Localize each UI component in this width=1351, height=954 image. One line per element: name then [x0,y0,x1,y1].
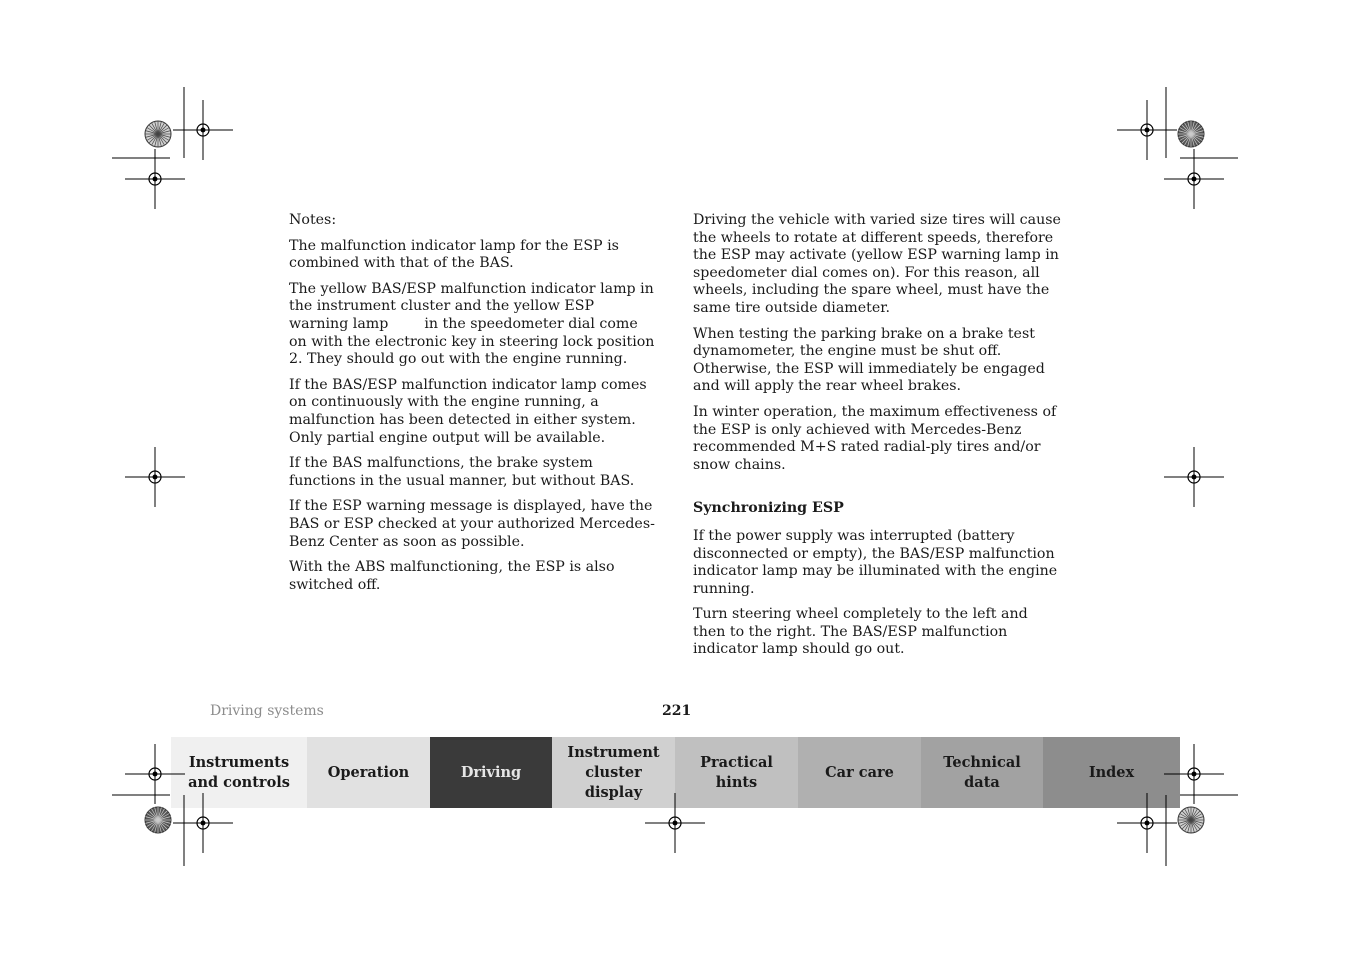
paragraph-text: The yellow BAS/ESP malfunction indicator lamp in the instrument cluster and the yellow ESP warning lamp [289,280,654,332]
page-number: 221 [662,703,692,719]
tab-label: Car care [825,763,894,781]
notes-label: Notes: [289,212,337,228]
tab-label: Index [1088,763,1135,781]
paragraph: With the ABS malfunctioning, the ESP is also switched off. [289,559,615,593]
color-wheel-icon [145,807,171,833]
paragraph: When testing the parking brake on a brake test dynamometer, the engine must be shut off. Otherwise, the ESP will immediately be engaged and will apply the rear wheel brakes. [693,325,1045,395]
paragraph: If the BAS malfunctions, the brake system functions in the usual manner, but without BAS. [289,455,635,489]
paragraph: If the ESP warning message is displayed, have the BAS or ESP checked at your authorized Mercedes-Benz Center as soon as possible. [289,498,655,550]
color-wheel-icon [1178,807,1204,833]
paragraph: Driving the vehicle with varied size tires will cause the wheels to rotate at different speeds, therefore the ESP may activate (yellow ESP warning lamp in speedometer dial comes on). For this reason, all wheels, including the spare wheel, must have the same tire outside diameter. [693,212,1061,316]
color-wheel-icon [1178,121,1204,147]
tab-label-line: cluster display [584,763,643,801]
paragraph: The malfunction indicator lamp for the ESP is combined with that of the BAS. [289,237,619,272]
tab-label: Practical hints [700,753,773,791]
tab-label-line: Technical [943,753,1021,771]
paragraph: If the BAS/ESP malfunction indicator lamp comes on continuously with the engine running, a malfunction has been detected in either system. Only partial engine output will be available. [289,376,647,446]
paragraph-text: in the speedometer dial come on with the electronic key in steering lock position 2. They should go out with the engine running. [289,315,655,368]
section-heading: Synchronizing ESP [693,500,844,517]
tab-label-line: Instrument [567,743,660,761]
tab-label-line: and controls [188,773,290,791]
tab-label-line: data [964,773,1000,791]
paragraph: Turn steering wheel completely to the left and then to the right. The BAS/ESP malfunction indicator lamp should go out. [693,606,1028,658]
tab-label: Driving [460,763,522,781]
section-label: Driving systems [210,703,324,719]
paragraph: In winter operation, the maximum effectiveness of the ESP is only achieved with Mercedes-Benz recommended M+S rated radial-ply tires and/or snow chains. [693,403,1057,473]
tab-label: Operation [327,763,410,781]
color-wheel-icon [145,121,171,147]
paragraph: If the power supply was interrupted (battery disconnected or empty), the BAS/ESP malfunction indicator lamp may be illuminated with the engine running. [693,527,1058,597]
tab-label-line: Instruments [188,753,290,771]
